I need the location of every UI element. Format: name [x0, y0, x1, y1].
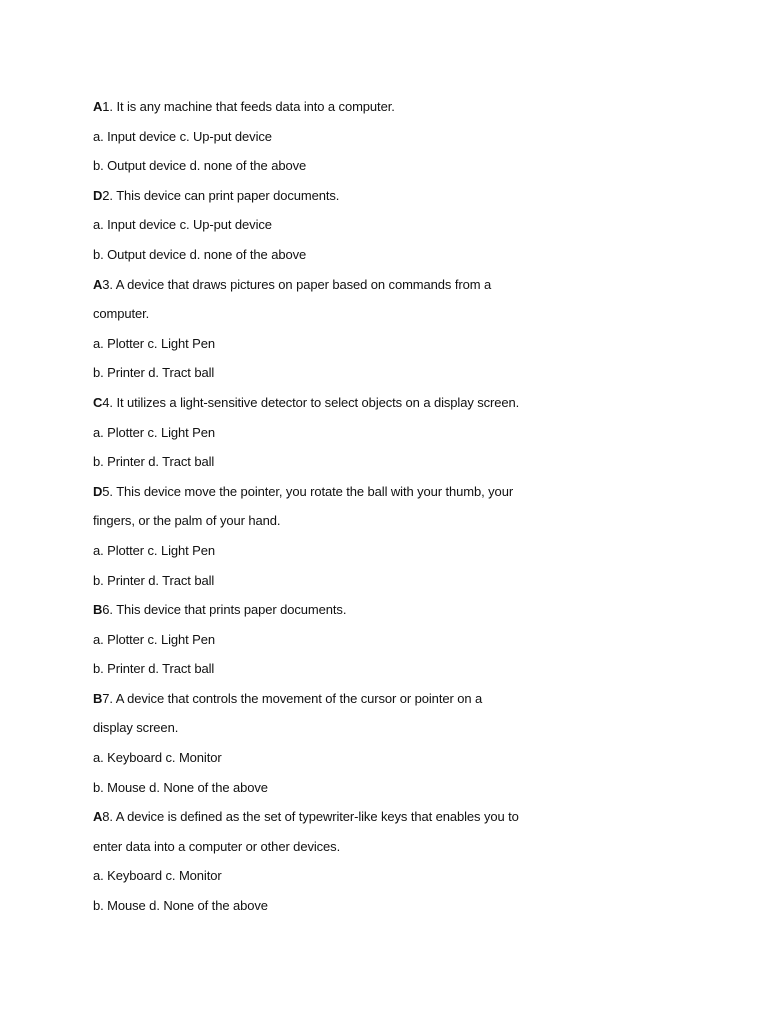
question-6-answer: B	[93, 602, 103, 618]
question-3-text-line-1	[93, 270, 563, 300]
question-6-option-line-2: b. Printer d. Tract ball	[93, 661, 215, 677]
question-4-option-line-1: a. Plotter c. Light Pen	[93, 424, 215, 440]
question-1-text-line-1	[93, 92, 563, 122]
question-5-text: 5. This device move the pointer, you rotate the ball with your thumb, your	[102, 483, 514, 499]
question-8-answer: A	[93, 809, 103, 825]
question-2-answer: D	[93, 187, 103, 203]
question-7-text-line-2: display screen.	[93, 720, 179, 736]
quiz-document	[93, 92, 563, 921]
question-8-text-line-1	[93, 802, 563, 832]
question-3-text-line-2: computer.	[93, 306, 150, 322]
question-1-text: 1. It is any machine that feeds data into a computer.	[102, 99, 395, 114]
question-5-text-line-1	[93, 477, 563, 507]
question-7-option-line-1: a. Keyboard c. Monitor	[93, 750, 222, 766]
question-3-answer: A	[93, 276, 103, 292]
question-5-text-line-2: fingers, or the palm of your hand.	[93, 513, 281, 529]
question-2-option-line-2: b. Output device d. none of the above	[93, 246, 307, 262]
question-2-option-line-1: a. Input device c. Up-put device	[93, 217, 272, 233]
question-2-text-line-1	[93, 181, 563, 211]
question-7-text-line-1	[93, 684, 563, 714]
question-5-answer: D	[93, 483, 103, 499]
question-4-answer: C	[93, 394, 103, 410]
question-7-answer: B	[93, 690, 103, 706]
question-8-option-line-1: a. Keyboard c. Monitor	[93, 868, 222, 884]
question-2-text: 2. This device can print paper documents.	[102, 187, 340, 203]
question-8-option-line-2: b. Mouse d. None of the above	[93, 898, 268, 914]
question-6-text-line-1	[93, 595, 563, 625]
question-4-text: 4. It utilizes a light-sensitive detector to select objects on a display screen.	[102, 394, 520, 410]
question-1-option-line-1: a. Input device c. Up-put device	[93, 128, 272, 144]
question-3-option-line-1: a. Plotter c. Light Pen	[93, 335, 215, 351]
question-4-text-line-1	[93, 388, 563, 418]
question-6-option-line-1: a. Plotter c. Light Pen	[93, 631, 215, 647]
question-5-option-line-2: b. Printer d. Tract ball	[93, 572, 215, 588]
question-8-text: 8. A device is defined as the set of typewriter-like keys that enables you to	[102, 809, 519, 825]
question-3-option-line-2: b. Printer d. Tract ball	[93, 365, 215, 381]
question-1-option-line-2: b. Output device d. none of the above	[93, 158, 307, 174]
question-5-option-line-1: a. Plotter c. Light Pen	[93, 542, 215, 558]
question-3-text: 3. A device that draws pictures on paper based on commands from a	[102, 276, 492, 292]
question-6-text: 6. This device that prints paper documents.	[102, 602, 347, 618]
question-7-option-line-2: b. Mouse d. None of the above	[93, 779, 268, 795]
question-7-text: 7. A device that controls the movement of the cursor or pointer on a	[102, 690, 483, 706]
question-8-text-line-2: enter data into a computer or other devices.	[93, 838, 341, 854]
question-4-option-line-2: b. Printer d. Tract ball	[93, 454, 215, 470]
question-1-answer: A	[93, 99, 103, 114]
